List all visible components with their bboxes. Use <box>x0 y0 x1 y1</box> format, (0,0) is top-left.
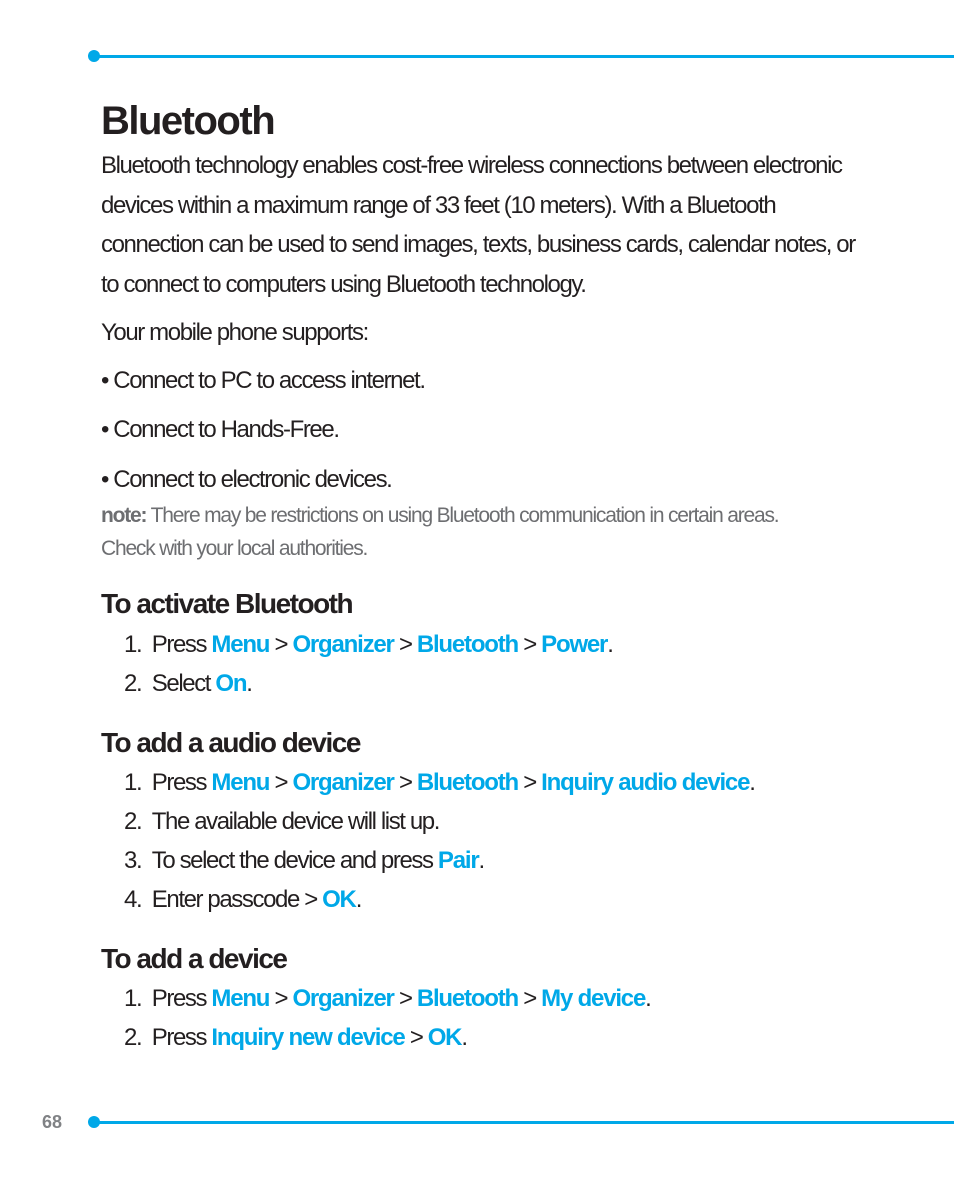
path-separator: > <box>393 631 417 658</box>
step-text: Select <box>151 670 211 697</box>
step-text: The available device will list up. <box>151 808 439 835</box>
path-separator: > <box>393 985 417 1012</box>
step <box>124 805 439 839</box>
menu-keyword: Organizer <box>292 631 394 658</box>
step-text: Press <box>151 985 207 1012</box>
page-number: 68 <box>42 1112 63 1132</box>
step-end: . <box>645 985 651 1012</box>
section-heading: To add a device <box>101 943 287 974</box>
step-number: 3. <box>124 847 152 874</box>
step-number: 1. <box>124 985 152 1012</box>
menu-keyword: Menu <box>211 985 270 1012</box>
menu-keyword: My device <box>541 985 646 1012</box>
top-rule <box>93 55 954 58</box>
section-heading: To add a audio device <box>101 727 360 758</box>
menu-keyword: Inquiry audio device <box>541 769 750 796</box>
step-text: Press <box>151 631 207 658</box>
menu-keyword: Organizer <box>292 769 394 796</box>
step-text: To select the device and press <box>151 847 433 874</box>
path-separator: > <box>518 985 542 1012</box>
step-end: . <box>607 631 613 658</box>
path-separator: > <box>269 985 293 1012</box>
menu-keyword: OK <box>427 1024 462 1051</box>
menu-keyword: Bluetooth <box>416 985 519 1012</box>
step-number: 2. <box>124 670 152 697</box>
menu-keyword: Menu <box>211 631 270 658</box>
step-number: 4. <box>124 886 152 913</box>
path-separator: > <box>393 769 417 796</box>
step-end: . <box>355 886 361 913</box>
menu-keyword: Organizer <box>292 985 394 1012</box>
step-number: 2. <box>124 808 152 835</box>
bullet-item: • Connect to Hands-Free. <box>101 416 339 443</box>
step-text: Press <box>151 769 207 796</box>
menu-keyword: Bluetooth <box>416 631 519 658</box>
step <box>124 667 252 701</box>
step-end: . <box>461 1024 467 1051</box>
step-number: 2. <box>124 1024 152 1051</box>
step-number: 1. <box>124 631 152 658</box>
step-end: . <box>246 670 252 697</box>
step <box>124 982 650 1016</box>
bullet-item: • Connect to electronic devices. <box>101 466 392 493</box>
menu-keyword: Pair <box>437 847 479 874</box>
menu-keyword: Inquiry new device <box>211 1024 405 1051</box>
step <box>124 844 484 878</box>
path-separator: > <box>298 886 323 913</box>
step <box>124 1021 467 1055</box>
bullet-item: • Connect to PC to access internet. <box>101 367 425 394</box>
step-end: . <box>478 847 484 874</box>
note-label: note: <box>101 504 147 527</box>
menu-keyword: On <box>215 670 247 697</box>
note-paragraph <box>101 499 801 565</box>
step-text: Enter passcode <box>151 886 299 913</box>
path-separator: > <box>404 1024 428 1051</box>
step <box>124 766 755 800</box>
step-text: Press <box>151 1024 207 1051</box>
step <box>124 883 361 917</box>
section-heading: To activate Bluetooth <box>101 588 353 619</box>
path-separator: > <box>518 631 542 658</box>
page-title: Bluetooth <box>101 99 275 143</box>
path-separator: > <box>518 769 542 796</box>
menu-keyword: Power <box>541 631 608 658</box>
menu-keyword: Bluetooth <box>416 769 519 796</box>
menu-keyword: Menu <box>211 769 270 796</box>
menu-keyword: OK <box>322 886 356 913</box>
note-text: There may be restrictions on using Bluetooth communication in certain areas. Check with your local authorities. <box>101 504 779 560</box>
step-end: . <box>749 769 755 796</box>
path-separator: > <box>269 631 293 658</box>
intro-paragraph: Bluetooth technology enables cost-free wireless connections between electronic devices within a maximum range of 33 feet (10 meters). With a Bluetooth connection can be used to send images, texts, business cards, calendar notes, or to connect to computers using Bluetooth technology. <box>101 152 855 298</box>
path-separator: > <box>269 769 293 796</box>
supports-label: Your mobile phone supports: <box>101 319 368 346</box>
bottom-rule <box>93 1121 954 1124</box>
step-number: 1. <box>124 769 152 796</box>
step <box>124 628 612 662</box>
